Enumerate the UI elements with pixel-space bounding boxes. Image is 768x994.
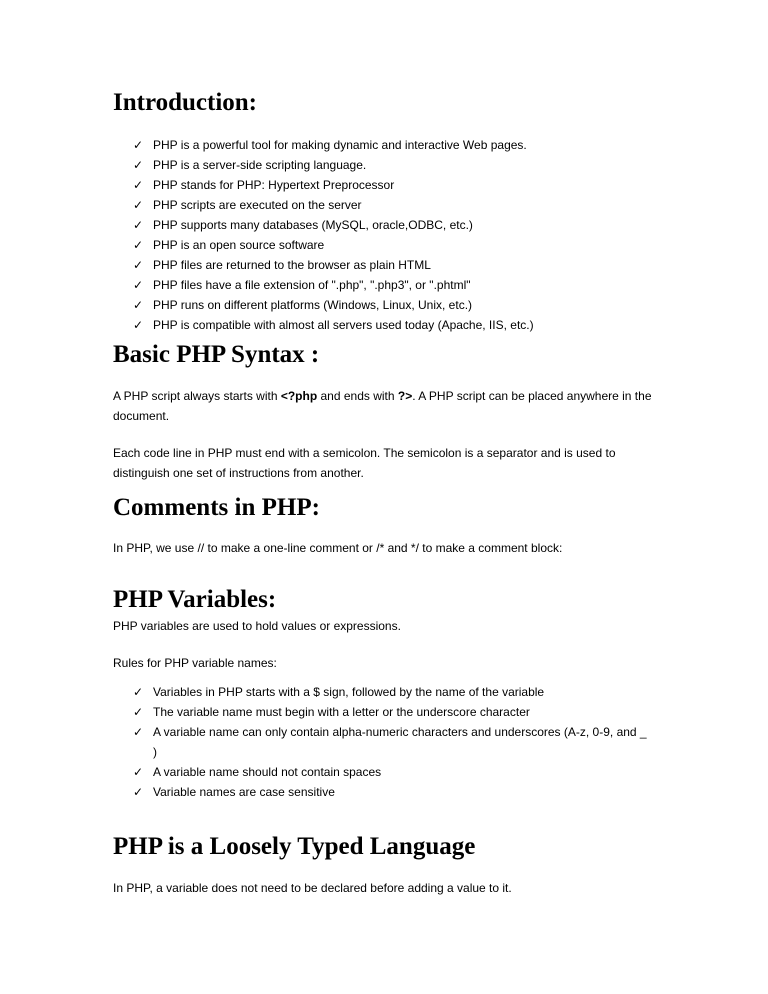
list-item: ✓ Variable names are case sensitive (133, 782, 653, 802)
list-item: ✓ Variables in PHP starts with a $ sign, followed by the name of the variable (133, 682, 653, 702)
heading-basic-syntax: Basic PHP Syntax : (113, 341, 320, 368)
check-icon: ✓ (133, 685, 144, 699)
list-item: ✓ PHP is a server-side scripting language. (133, 155, 653, 175)
check-icon: ✓ (133, 198, 144, 212)
intro-checklist (133, 135, 653, 335)
variables-checklist (133, 682, 653, 802)
php-open-tag: <?php (280, 389, 318, 403)
check-icon: ✓ (133, 138, 144, 152)
check-icon: ✓ (133, 278, 144, 292)
check-icon: ✓ (133, 725, 144, 739)
comments-paragraph: In PHP, we use // to make a one-line comment or /* and */ to make a comment block: (113, 541, 563, 555)
check-icon: ✓ (133, 258, 144, 272)
heading-comments: Comments in PHP: (113, 494, 320, 521)
php-close-tag: ?> (397, 389, 413, 403)
list-item: ✓ PHP files are returned to the browser as plain HTML (133, 255, 653, 275)
check-icon: ✓ (133, 705, 144, 719)
list-item: ✓ PHP is compatible with almost all servers used today (Apache, IIS, etc.) (133, 315, 653, 335)
list-item: ✓ PHP files have a file extension of ".php", ".php3", or ".phtml" (133, 275, 653, 295)
variables-paragraph-2: Rules for PHP variable names: (113, 656, 277, 670)
check-icon: ✓ (133, 218, 144, 232)
check-icon: ✓ (133, 158, 144, 172)
check-icon: ✓ (133, 238, 144, 252)
list-item: ✓ PHP runs on different platforms (Windows, Linux, Unix, etc.) (133, 295, 653, 315)
list-item: ✓ PHP is an open source software (133, 235, 653, 255)
check-icon: ✓ (133, 785, 144, 799)
list-item: ✓ PHP scripts are executed on the server (133, 195, 653, 215)
check-icon: ✓ (133, 765, 144, 779)
list-item: ✓ PHP supports many databases (MySQL, oracle,ODBC, etc.) (133, 215, 653, 235)
check-icon: ✓ (133, 318, 144, 332)
loose-paragraph: In PHP, a variable does not need to be declared before adding a value to it. (113, 881, 512, 895)
variables-paragraph-1: PHP variables are used to hold values or expressions. (113, 619, 401, 633)
list-item: ✓ A variable name should not contain spaces (133, 762, 653, 782)
list-item: ✓ PHP is a powerful tool for making dynamic and interactive Web pages. (133, 135, 653, 155)
heading-variables: PHP Variables: (113, 586, 277, 613)
syntax-paragraph-1: A PHP script always starts with <?php and ends with ?>. A PHP script can be placed anywhere in the document. (113, 389, 652, 423)
list-item: ✓ The variable name must begin with a letter or the underscore character (133, 702, 653, 722)
heading-introduction: Introduction: (113, 89, 258, 116)
syntax-paragraph-2: Each code line in PHP must end with a semicolon. The semicolon is a separator and is used to distinguish one set of instructions from another. (113, 446, 616, 480)
heading-loosely-typed: PHP is a Loosely Typed Language (113, 833, 476, 860)
check-icon: ✓ (133, 298, 144, 312)
check-icon: ✓ (133, 178, 144, 192)
list-item: ✓ PHP stands for PHP: Hypertext Preprocessor (133, 175, 653, 195)
list-item: ✓ A variable name can only contain alpha-numeric characters and underscores (A-z, 0-9, and _ ) (133, 722, 653, 762)
